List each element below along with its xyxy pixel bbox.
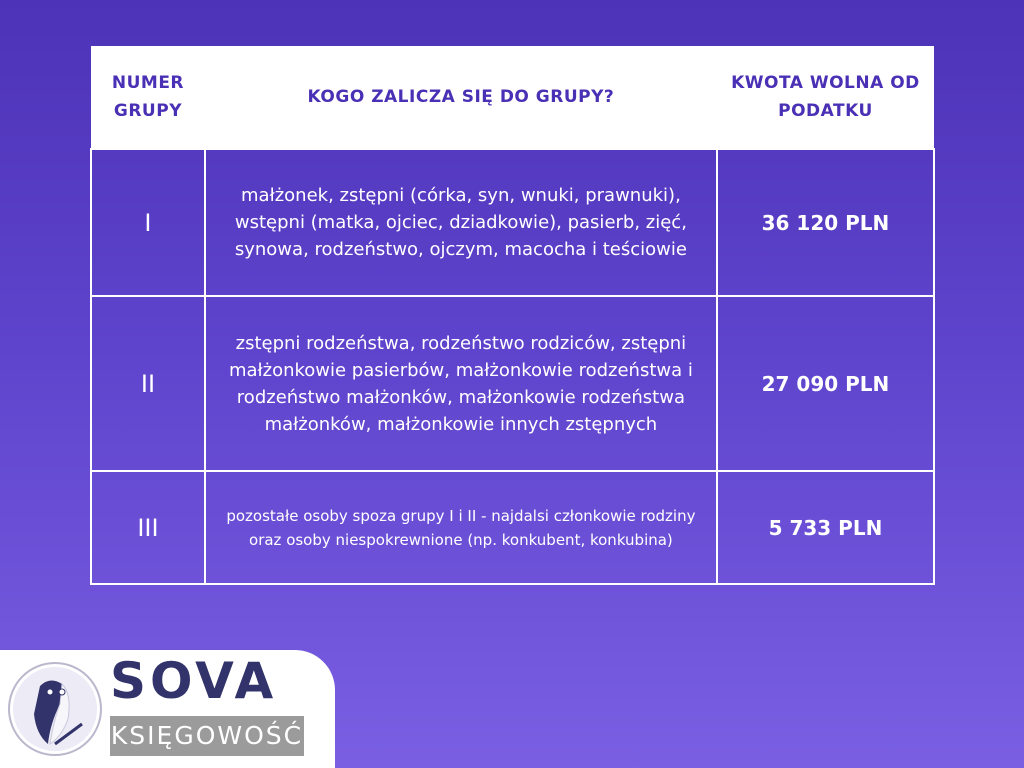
sova-logo: [0, 650, 335, 768]
group-number: III: [91, 471, 205, 584]
tax-free-amount: 5 733 PLN: [717, 471, 934, 584]
brand-subtitle: KSIĘGOWOŚĆ: [110, 716, 304, 756]
tax-free-amount: 27 090 PLN: [717, 296, 934, 471]
group-number: I: [91, 149, 205, 296]
table-row: [91, 296, 934, 471]
header-amount: KWOTA WOLNA OD PODATKU: [717, 46, 934, 149]
tax-group-table: [90, 46, 935, 585]
group-members: pozostałe osoby spoza grupy I i II - najdalsi członkowie rodziny oraz osoby niespokrewnione (np. konkubent, konkubina): [205, 471, 717, 584]
brand-name: SOVA: [110, 652, 278, 710]
group-members: zstępni rodzeństwa, rodzeństwo rodziców, zstępni małżonkowie pasierbów, małżonkowie rodzeństwa i rodzeństwo małżonków, małżonkowie rodzeństwa małżonków, małżonkowie innych zstępnych: [205, 296, 717, 471]
table-row: [91, 471, 934, 584]
header-who: KOGO ZALICZA SIĘ DO GRUPY?: [205, 46, 717, 149]
group-members: małżonek, zstępni (córka, syn, wnuki, prawnuki), wstępni (matka, ojciec, dziadkowie), pasierb, zięć, synowa, rodzeństwo, ojczym, macocha i teściowie: [205, 149, 717, 296]
group-number: II: [91, 296, 205, 471]
header-group-number: NUMER GRUPY: [91, 46, 205, 149]
table-header: [91, 46, 934, 149]
owl-icon: [8, 662, 102, 756]
tax-free-amount: 36 120 PLN: [717, 149, 934, 296]
table-row: [91, 149, 934, 296]
